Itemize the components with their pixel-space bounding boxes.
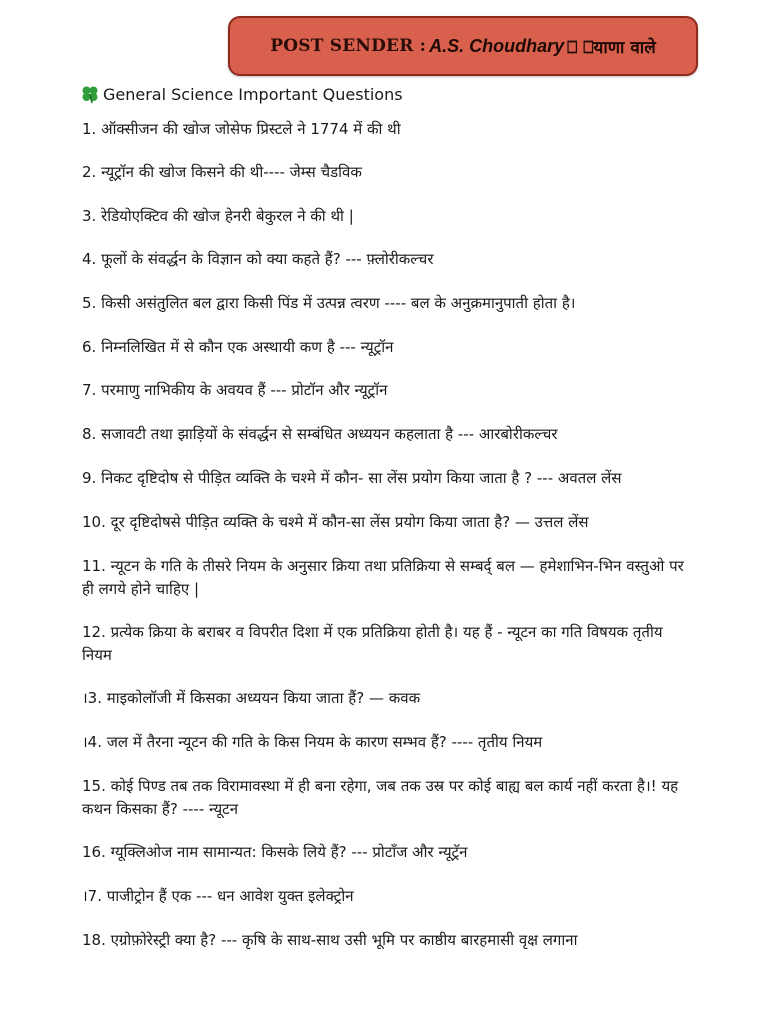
- question-item: 9. निकट दृष्टिदोष से पीड़ित व्यक्ति के चश्मे में कौन- सा लेंस प्रयोग किया जाता है ? --- अवतल लेंस: [82, 469, 622, 487]
- question-item: 3. रेडियोएक्टिव की खोज हेनरी बेकुरल ने की थी |: [82, 207, 354, 225]
- question-item: 2. न्यूट्रॉन की खोज किसने की थी---- जेम्स चैडविक: [82, 163, 362, 181]
- question-item: 16. ग्यूक्लिओज नाम सामान्यत: किसके लिये हैं? --- प्रोटॉंज और न्यूट्रॅन: [82, 843, 468, 861]
- question-item: 4. फूलों के संवर्द्धन के विज्ञान को क्या कहते हैं? --- फ़्लोरीकल्चर: [82, 250, 434, 268]
- question-item: ।7. पाजीट्रोन हैं एक --- धन आवेश युक्त इलेक्ट्रोन: [82, 887, 354, 905]
- document-title: [80, 82, 403, 106]
- banner-prefix: POST SENDER :: [270, 36, 427, 56]
- question-item: 6. निम्नलिखित में से कौन एक अस्थायी कण है --- न्यूट्रॉन: [82, 338, 394, 356]
- post-sender-banner: [228, 16, 698, 76]
- question-item: 5. किसी असंतुलित बल द्वारा किसी पिंड में उत्पन्न त्वरण ---- बल के अनुक्रमानुपाती होता है।: [82, 294, 576, 312]
- question-item: ।3. माइकोलॉजी में किसका अध्ययन किया जाता हैं? — कवक: [82, 689, 421, 707]
- document-title-text: General Science Important Questions: [103, 84, 403, 104]
- question-item: ।4. जल में तैरना न्यूटन की गति के किस नियम के कारण सम्भव हैं? ---- तृतीय नियम: [82, 733, 543, 751]
- question-item: 8. सजावटी तथा झाड़ियों के संवर्द्धन से सम्बंधित अध्ययन कहलाता है --- आरबोरीकल्चर: [82, 425, 558, 443]
- question-item: 11. न्यूटन के गति के तीसरे नियम के अनुसार क्रिया तथा प्रतिक्रिया से सम्बर्द् बल — हमेशाभिन-भिन वस्तुओ पर ही लगये होने चाहिए |: [82, 557, 684, 598]
- banner-suffix: ⎕ ⎕याणा वाले: [567, 37, 656, 58]
- question-item: 15. कोई पिण्ड तब तक विरामावस्था में ही बना रहेगा, जब तक उस्र पर कोई बाह्य बल कार्य नहीं करता है।! यह कथन किसका हैं? ---- न्यूटन: [82, 777, 679, 818]
- four-leaf-clover-icon: [80, 84, 100, 104]
- question-item: 7. परमाणु नाभिकीय के अवयव हैं --- प्रोटॉन और न्यूट्रॉन: [82, 381, 388, 399]
- question-item: 1. ऑक्सीजन की खोज जोसेफ प्रिस्टले ने 1774 में की थी: [82, 120, 401, 138]
- question-item: 10. दूर दृष्टिदोषसे पीड़ित व्यक्ति के चश्मे में कौन-सा लेंस प्रयोग किया जाता है? — उत्तल लेंस: [82, 513, 589, 531]
- banner-sender-name: A.S. Choudhary: [429, 35, 565, 56]
- question-item: 18. एग्रोफ़ोरेस्ट्री क्या है? --- कृषि के साथ-साथ उसी भूमि पर काष्ठीय बारहमासी वृक्ष लगाना: [82, 931, 578, 949]
- question-item: 12. प्रत्येक क्रिया के बराबर व विपरीत दिशा में एक प्रतिक्रिया होती है। यह हैं - न्यूटन का गति विषयक तृतीय नियम: [82, 623, 663, 664]
